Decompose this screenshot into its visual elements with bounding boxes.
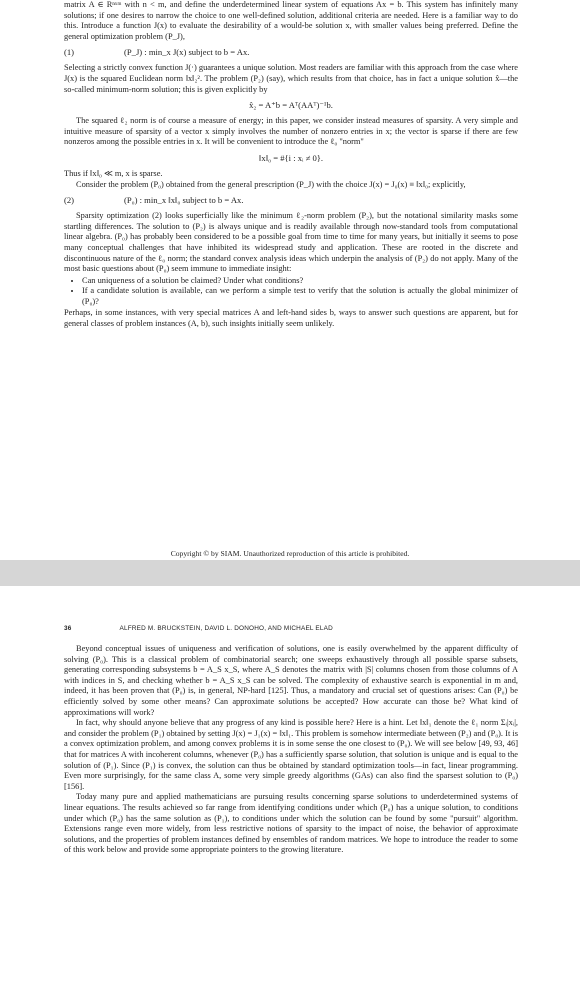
equation-number: (2) [64, 195, 75, 206]
paragraph: In fact, why should anyone believe that any progress of any kind is possible here? Here is a hint. Let ‖x‖₁ denote the ℓ₁ norm Σᵢ|xᵢ|, and consider the problem (P₁) obtained by setting J(x) = J₁(x) = ‖x‖₁. This problem is somehow intermediate between (P₂) and (P₀). It is a convex optimization problem, and among convex problems it is in some sense the one closest to (P₀). We will see below [49, 93, 46] that for matrices A with incoherent columns, whenever (P₀) has a sufficiently sparse solution, that solution is unique and is equal to the solution of (P₁). Since (P₁) is convex, the solution can thus be obtained by standard optimization tools—in fact, linear programming. Even more surprisingly, for the same class A, some very simple greedy algorithms (GAs) can also find the sparsest solution to (P₀) [156]. [64, 718, 518, 791]
equation-body: x̂₂ = A⁺b = Aᵀ(AAᵀ)⁻¹b. [249, 100, 333, 111]
bullet-list [64, 276, 518, 308]
paragraph: Thus if ‖x‖₀ ≪ m, x is sparse. [64, 168, 163, 178]
copyright-notice: Copyright © by SIAM. Unauthorized reproduction of this article is prohibited. [170, 549, 410, 558]
bullet-item: • If a candidate solution is available, can we perform a simple test to verify that the solution is actually the global minimizer of (P₀)? [82, 286, 518, 307]
page-2 [0, 586, 580, 997]
equation-body: ‖x‖₀ = #{i : xᵢ ≠ 0}. [258, 152, 324, 163]
equation-body: (P₀) : min_x ‖x‖₀ subject to b = Ax. [124, 195, 244, 206]
paragraph: Consider the problem (P₀) obtained from the general prescription (P_J) with the choice J(x) = J₀(x) ≡ ‖x‖₀; explicitly, [76, 179, 466, 189]
running-head [64, 625, 518, 632]
equation-1 [64, 47, 518, 58]
paragraph: Selecting a strictly convex function J(·) guarantees a unique solution. Most readers are familiar with this approach from the case where J(x) is the squared Euclidean norm ‖x‖₂². The problem (P₂) (say), which results from that choice, has in fact a unique solution x̂—the so-called minimum-norm solution; this is given explicitly by [64, 63, 518, 94]
paragraph: Sparsity optimization (2) looks superficially like the minimum ℓ₂-norm problem (P₂), but the notational similarity masks some startling differences. The solution to (P₂) is always unique and is readily available through now-standard tools from computational linear algebra. (P₀) has probably been considered to be a possible goal from time to time for many years, but initially it seems to pose many conceptual challenges that have inhibited its widespread study and application. These are rooted in the discrete and discontinuous nature of the ℓ₀ norm; the standard convex analysis ideas which underpin the analysis of (P₂) do not apply. Many of the most basic questions about (P₀) seem immune to immediate insight: [64, 211, 518, 274]
page-number: 36 [64, 625, 72, 632]
equation-number: (1) [64, 47, 75, 58]
equation-min-norm [64, 100, 518, 111]
equation-l0-norm [64, 153, 518, 164]
paragraph: Perhaps, in some instances, with very special matrices A and left-hand sides b, ways to answer such questions are apparent, but for general classes of problem instances (A, b), such insights initially seem unlikely. [64, 308, 518, 329]
paragraph: matrix A ∈ Rⁿˣᵐ with n < m, and define the underdetermined linear system of equations Ax = b. This system has infinitely many solutions; if one desires to narrow the choice to one well-defined solution, additional criteria are needed. Here is a familiar way to do this. Introduce a function J(x) to evaluate the desirability of a would-be solution x, with smaller values being preferred. Define the general optimization problem (P_J), [64, 0, 518, 41]
running-head-authors: ALFRED M. BRUCKSTEIN, DAVID L. DONOHO, AND MICHAEL ELAD [119, 625, 333, 632]
bullet-item: • Can uniqueness of a solution be claimed? Under what conditions? [82, 276, 518, 287]
page-gap [0, 560, 580, 586]
paragraph: Today many pure and applied mathematicians are pursuing results concerning sparse solutions to underdetermined systems of linear equations. The results achieved so far range from identifying conditions under which (P₀) has a unique solution, to conditions under which (P₀) has the same solution as (P₁), to conditions under which the solution can be found by some "pursuit" algorithm. Extensions range even more widely, from less restrictive notions of sparsity to the impact of noise, the behavior of approximate solutions, and the properties of problem instances defined by ensembles of random matrices. We hope to introduce the reader to some of this work below and provide some appropriate pointers to the growing literature. [64, 792, 518, 855]
paragraph: Beyond conceptual issues of uniqueness and verification of solutions, one is easily overwhelmed by the apparent difficulty of solving (P₀). This is a classical problem of combinatorial search; one sweeps exhaustively through all possible sparse subsets, generating corresponding subsystems b = A_S x_S, where A_S denotes the matrix with |S| columns chosen from those columns of A with indices in S, and checking whether b = A_S x_S can be solved. The complexity of exhaustive search is exponential in m and, indeed, it has been proven that (P₀) is, in general, NP-hard [125]. Thus, a mandatory and crucial set of questions arises: Can (P₀) be efficiently solved by some other means? Can approximate solutions be accepted? How accurate can those be? What kind of approximations will work? [64, 644, 518, 717]
equation-body: (P_J) : min_x J(x) subject to b = Ax. [124, 47, 250, 58]
paragraph: The squared ℓ₂ norm is of course a measure of energy; in this paper, we consider instead measures of sparsity. A very simple and intuitive measure of sparsity of a vector x simply involves the number of nonzero entries in x; the vector is sparse if there are few nonzeros among the possible entries in x. It will be convenient to introduce the ℓ₀ "norm" [64, 116, 518, 147]
equation-2 [64, 195, 518, 206]
